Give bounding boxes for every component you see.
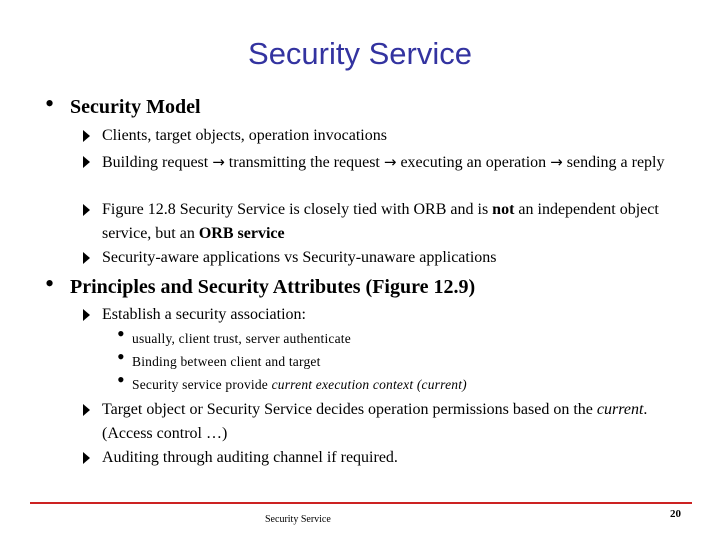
bullet-text: Security Model: [70, 96, 201, 118]
right-arrow-icon: →: [383, 153, 397, 171]
right-arrow-icon: →: [550, 153, 563, 171]
triangle-bullet-icon: [83, 404, 90, 416]
triangle-bullet-icon: [83, 309, 90, 321]
slide-title: Security Service: [248, 36, 472, 71]
triangle-bullet-icon: [83, 204, 90, 216]
sub-bullet-text: Auditing through auditing channel if required.: [102, 449, 398, 466]
sub-bullet-text: Target object or Security Service decides operation permissions based on the current. (Access control …): [102, 401, 648, 442]
footer-divider: [30, 502, 692, 504]
page-number: 20: [670, 508, 681, 520]
triangle-bullet-icon: [83, 156, 90, 168]
sub-bullet-text: Figure 12.8 Security Service is closely tied with ORB and is not an independent object service, but an ORB service: [102, 201, 659, 242]
footer-text: Security Service: [265, 514, 331, 525]
sub-bullet-text: Security-aware applications vs Security-unaware applications: [102, 249, 497, 266]
sub-sub-bullet-text: Security service provide current execution context (current): [132, 377, 467, 392]
triangle-bullet-icon: [83, 130, 90, 142]
sub-bullet-text: Building request → transmitting the request → executing an operation → sending a reply: [102, 153, 665, 171]
triangle-bullet-icon: [83, 452, 90, 464]
bullet-text: Principles and Security Attributes (Figure 12.9): [70, 276, 476, 298]
bullet-dot-icon: •: [117, 344, 125, 369]
bullet-dot-icon: •: [117, 367, 125, 392]
bullet-dot-icon: •: [45, 269, 55, 298]
bullet-dot-icon: •: [45, 89, 55, 118]
sub-sub-bullet-text: Binding between client and target: [132, 354, 321, 369]
sub-bullet-text: Establish a security association:: [102, 306, 306, 323]
sub-bullet-text: Clients, target objects, operation invocations: [102, 127, 387, 144]
sub-sub-bullet-text: usually, client trust, server authenticate: [132, 331, 351, 346]
triangle-bullet-icon: [83, 252, 90, 264]
right-arrow-icon: →: [212, 153, 225, 171]
bullet-dot-icon: •: [117, 321, 125, 346]
